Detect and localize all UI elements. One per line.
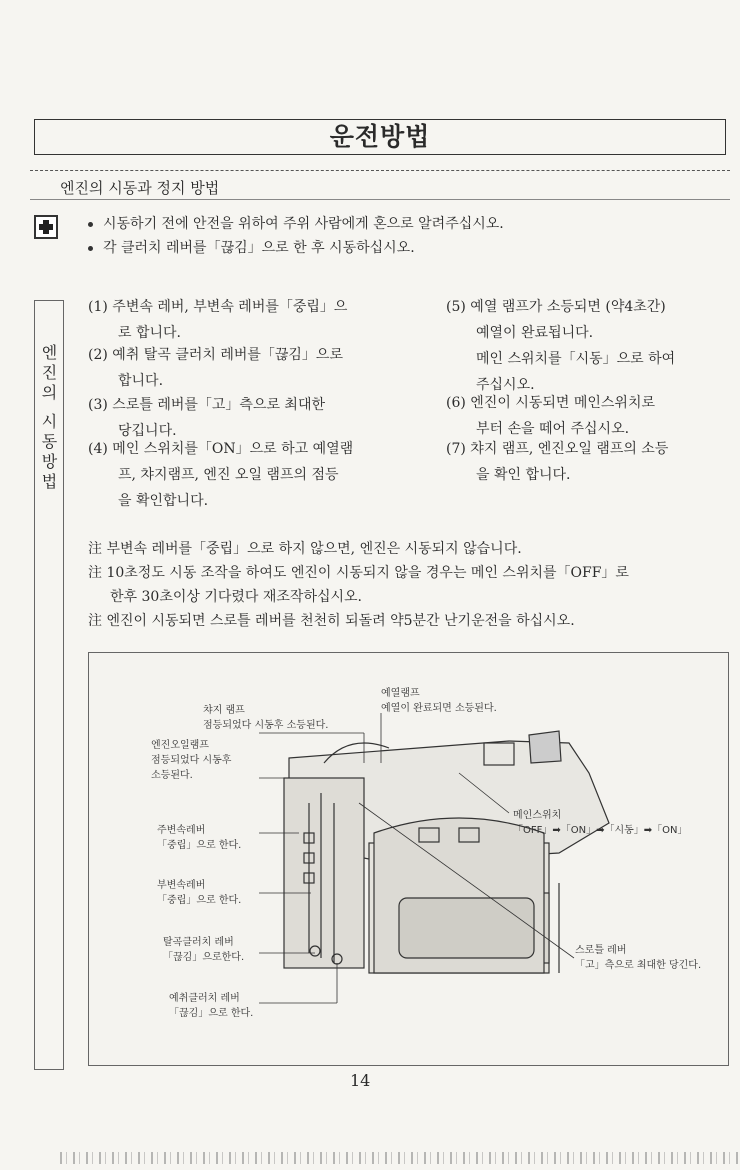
callout-oil-lamp: 엔진오일램프 점등되었다 시동후 소등된다.: [151, 740, 232, 781]
note-2: [88, 562, 629, 582]
step-1: [88, 294, 388, 346]
note-mark: 注: [88, 541, 102, 557]
note-text: 부변속 레버를「중립」으로 하지 않으면, 엔진은 시동되지 않습니다.: [106, 541, 522, 557]
callout-main-shift-lever: 주변속레버 「중립」으로 한다.: [157, 825, 242, 851]
step-text: 주변속 레버, 부변속 레버를「중립」으: [112, 299, 348, 315]
step-text: 스로틀 레버를「고」측으로 최대한: [112, 397, 326, 413]
step-number: (5): [446, 299, 466, 315]
notice-text: 시동하기 전에 안전을 위하여 주위 사람에게 혼으로 알려주십시오.: [103, 216, 504, 232]
step-text: 합니다.: [118, 373, 164, 389]
step-7: [446, 436, 736, 488]
step-6: [446, 390, 736, 442]
step-text: 로 합니다.: [118, 325, 181, 341]
step-text: 메인 스위치를「ON」으로 하고 예열램: [112, 441, 354, 457]
step-text: 예취 탈곡 클러치 레버를「끊김」으로: [112, 347, 343, 363]
callout-charge-lamp: 챠지 램프 점등되었다 시동후 소등된다.: [203, 705, 329, 731]
step-number: (2): [88, 347, 108, 363]
note-1: [88, 538, 522, 558]
callout-sub-shift-lever: 부변속레버 「중립」으로 한다.: [157, 880, 242, 906]
notice-item: [88, 213, 504, 233]
callout-reaping-clutch: 예취클러치 레버 「끊김」으로 한다.: [169, 993, 254, 1019]
step-number: (4): [88, 441, 108, 457]
note-text: 한후 30초이상 기다렸다 재조작하십시오.: [110, 589, 362, 605]
step-5: [446, 294, 736, 398]
page-title: 운전방법: [34, 119, 726, 155]
step-number: (3): [88, 397, 108, 413]
step-text: 예열 램프가 소등되면 (약4초간): [470, 299, 666, 315]
note-mark: 注: [88, 613, 102, 629]
callout-main-switch: 메인스위치 「OFF」➡「ON」➡「시동」➡「ON」: [513, 810, 688, 836]
notice-text: 각 클러치 레버를「끊김」으로 한 후 시동하십시오.: [103, 240, 415, 256]
step-text: 부터 손을 떼어 주십시오.: [476, 421, 630, 437]
note-text: 엔진이 시동되면 스로틀 레버를 천천히 되돌려 약5분간 난기운전을 하십시오.: [106, 613, 575, 629]
note-3: [88, 610, 575, 630]
section-title: 엔진의 시동과 정지 방법: [60, 179, 220, 197]
note-mark: 注: [88, 565, 102, 581]
step-text: 예열이 완료됩니다.: [476, 325, 594, 341]
note-text: 10초정도 시동 조작을 하여도 엔진이 시동되지 않을 경우는 메인 스위치를「OFF」로: [106, 565, 629, 581]
step-4: [88, 436, 388, 514]
callout-threshing-clutch: 탈곡클러치 레버 「끊김」으로한다.: [163, 937, 245, 963]
first-aid-cross-icon: [34, 215, 58, 239]
step-text: 메인 스위치를「시동」으로 하여: [476, 351, 676, 367]
step-text: 프, 챠지램프, 엔진 오일 램프의 점등: [118, 467, 339, 483]
callout-preheat-lamp: 예열램프 예열이 완료되면 소등된다.: [381, 688, 497, 714]
note-2-cont: [110, 586, 362, 606]
cockpit-figure: [88, 652, 729, 1066]
side-tab-label: 엔진의 시동방법: [39, 344, 58, 494]
step-text: 당깁니다.: [118, 423, 177, 439]
step-number: (1): [88, 299, 108, 315]
scan-artifact-strip: [60, 1152, 740, 1164]
step-text: 주십시오.: [476, 377, 535, 393]
step-text: 챠지 램프, 엔진오일 램프의 소등: [470, 441, 669, 457]
section-underline: [30, 199, 730, 200]
step-number: (7): [446, 441, 466, 457]
step-text: 엔진이 시동되면 메인스위치로: [470, 395, 656, 411]
notice-item: [88, 237, 415, 257]
page-number: 14: [350, 1071, 371, 1090]
section-divider: [30, 170, 730, 171]
step-text: 을 확인 합니다.: [476, 467, 571, 483]
callout-throttle-lever: 스로틀 레버 「고」측으로 최대한 당긴다.: [575, 945, 702, 971]
step-number: (6): [446, 395, 466, 411]
step-2: [88, 342, 388, 394]
step-text: 을 확인합니다.: [118, 493, 209, 509]
